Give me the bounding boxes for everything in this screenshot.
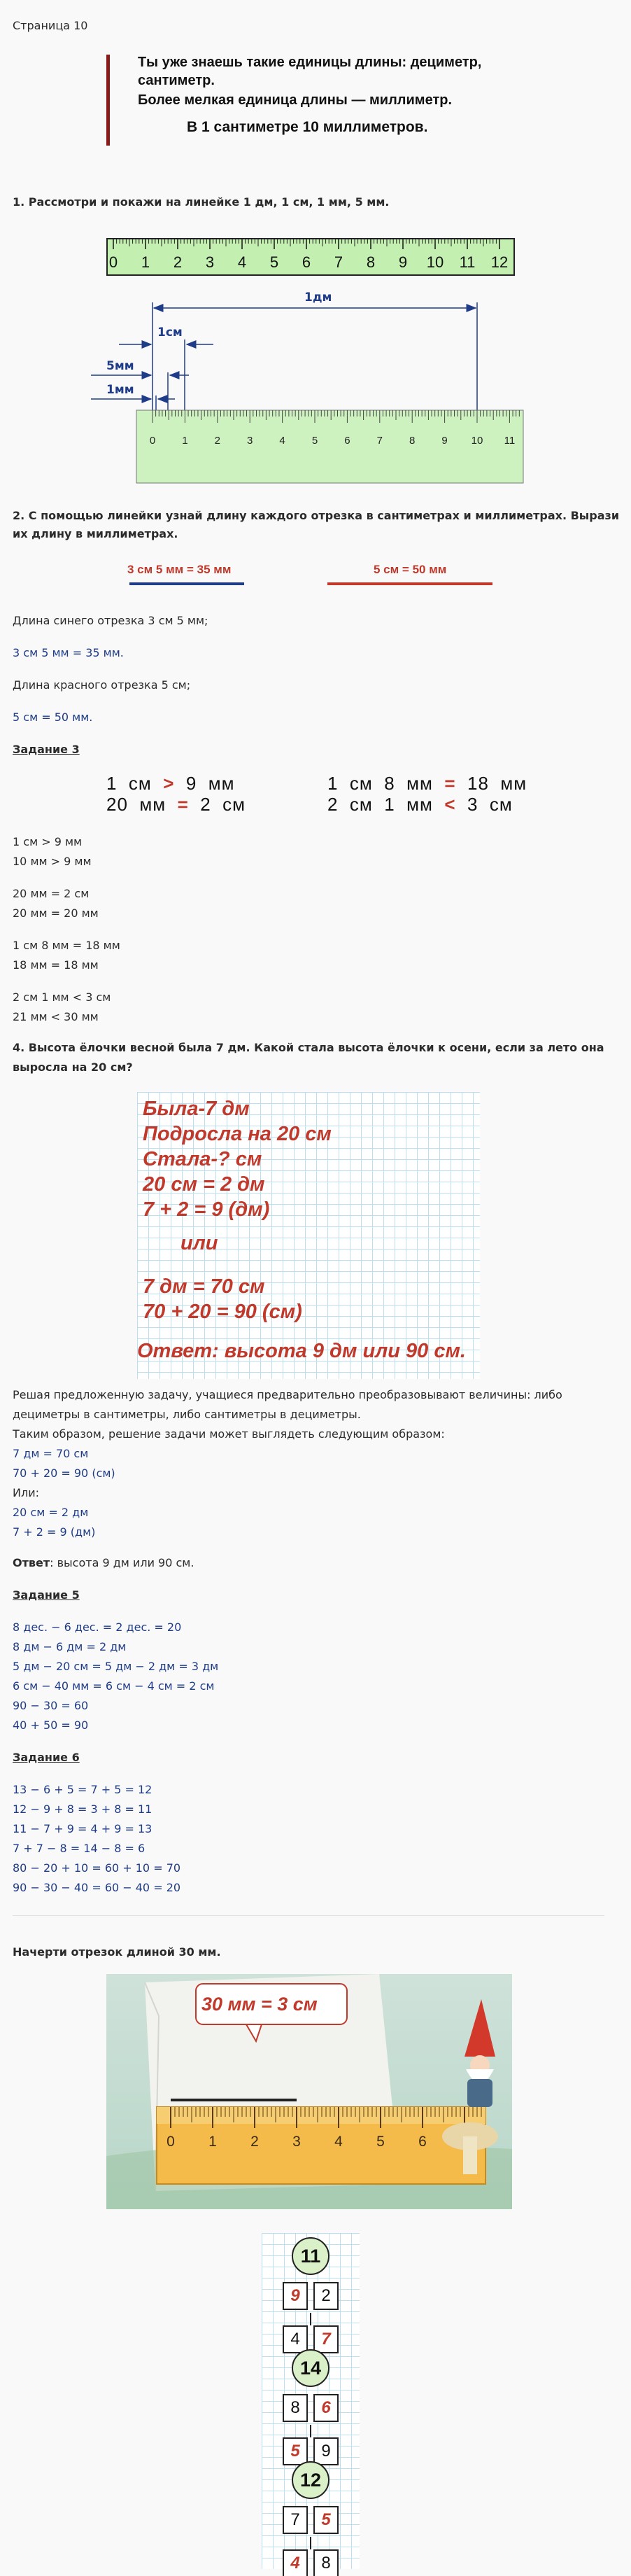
task5-line: 5 дм − 20 см = 5 дм − 2 дм = 3 дм (13, 1660, 219, 1673)
task4-explain2: дециметры в сантиметры, либо сантиметры в дециметры. (13, 1408, 361, 1421)
tree-top-number: 11 (292, 2237, 329, 2275)
task5-title: Задание 5 (13, 1588, 80, 1602)
compare-2-1 (327, 773, 527, 794)
task3-line: 2 см 1 мм < 3 см (13, 990, 111, 1004)
label-1dm: 1дм (304, 290, 332, 304)
tree-box: 6 (313, 2394, 339, 2422)
compare-sign: = (177, 794, 189, 815)
rule-line-1: Ты уже знаешь такие единицы длины: дециметр, (138, 55, 482, 70)
ruler-number: 3 (247, 435, 253, 447)
segment-blue-label: 3 см 5 мм = 35 мм (127, 563, 232, 576)
task2-ans4: 5 см = 50 мм. (13, 710, 93, 724)
ruler-number: 4 (279, 435, 285, 447)
task4-sol4: 7 + 2 = 9 (дм) (13, 1525, 96, 1539)
tree-top-number: 14 (292, 2349, 329, 2387)
answer-text: : высота 9 дм или 90 см. (50, 1556, 194, 1569)
task1-text: 1. Рассмотри и покажи на линейке 1 дм, 1 см, 1 мм, 5 мм. (13, 195, 390, 209)
tree-box: 7 (313, 2325, 339, 2353)
ruler-number: 10 (471, 435, 483, 447)
task4-text-line1: 4. Высота ёлочки весной была 7 дм. Какой стала высота ёлочки к осени, если за лето она (13, 1041, 604, 1054)
ruler-number: 1 (208, 2134, 217, 2150)
rule-box (106, 55, 519, 146)
hand-answer: Ответ: высота 9 дм или 90 см. (137, 1340, 466, 1362)
ruler-number: 5 (311, 435, 318, 447)
hand-line: или (180, 1232, 218, 1254)
compare-sign: < (444, 794, 456, 815)
page-title: Страница 10 (13, 19, 88, 32)
task3-line: 20 мм = 20 мм (13, 906, 99, 920)
rule-line-3: Более мелкая единица длины — миллиметр. (138, 92, 453, 108)
ruler-number: 3 (292, 2134, 301, 2150)
ruler-number: 10 (426, 253, 444, 271)
tree-box: 9 (313, 2437, 339, 2465)
task2-ans1: Длина синего отрезка 3 см 5 мм; (13, 614, 208, 627)
hand-line: Стала-? см (143, 1148, 262, 1170)
ruler-number: 12 (490, 253, 509, 271)
task5-line: 6 см − 40 мм = 6 см − 4 см = 2 см (13, 1679, 215, 1693)
compare-left: 20 мм (106, 794, 166, 815)
ruler-number: 4 (237, 253, 247, 271)
task4-answer (13, 1555, 194, 1571)
tree-connector (310, 2537, 311, 2549)
ruler-number: 3 (205, 253, 215, 271)
tree-top-number: 12 (292, 2461, 329, 2499)
compare-left: 1 см 8 мм (327, 773, 433, 794)
ruler-number: 2 (214, 435, 220, 447)
task7-text: Начерти отрезок длиной 30 мм. (13, 1945, 221, 1959)
tree-box: 7 (283, 2506, 308, 2534)
ruler-number: 9 (398, 253, 408, 271)
notebook-solution (137, 1092, 480, 1379)
number-trees (262, 2233, 360, 2572)
tree-box: 9 (283, 2282, 308, 2310)
label-1mm: 1мм (106, 383, 134, 397)
task4-sol2: 70 + 20 = 90 (см) (13, 1466, 115, 1480)
task4-sol3: 20 см = 2 дм (13, 1506, 89, 1519)
task6-line: 80 − 20 + 10 = 60 + 10 = 70 (13, 1861, 181, 1875)
task5-line: 40 + 50 = 90 (13, 1718, 89, 1732)
ruler-number: 0 (149, 435, 156, 447)
compare-1-1 (106, 773, 235, 794)
label-5mm: 5мм (106, 359, 134, 373)
compare-right: 3 см (467, 794, 513, 815)
tree-box: 8 (313, 2549, 339, 2576)
segment-red-label: 5 см = 50 мм (374, 563, 447, 576)
ruler-number: 4 (334, 2134, 343, 2150)
hand-line: 70 + 20 = 90 (см) (143, 1301, 302, 1323)
ruler-number: 11 (459, 253, 476, 271)
segment-red (327, 582, 492, 585)
task6-line: 90 − 30 − 40 = 60 − 40 = 20 (13, 1881, 181, 1894)
hand-line: Подросла на 20 см (143, 1123, 332, 1145)
ruler-number: 8 (366, 253, 376, 271)
task4-sol1: 7 дм = 70 см (13, 1447, 89, 1460)
compare-2-2 (327, 794, 513, 816)
hand-line: 7 + 2 = 9 (дм) (143, 1198, 270, 1221)
ruler-number: 6 (418, 2134, 427, 2150)
task3-line: 1 см > 9 мм (13, 835, 83, 848)
rule-line-2: сантиметр. (138, 73, 215, 88)
ruler-number: 7 (334, 253, 343, 271)
task2-ans3: Длина красного отрезка 5 см; (13, 678, 191, 692)
ruler-illustration (106, 1974, 512, 2209)
section-divider (13, 1915, 604, 1916)
task4-explain1: Решая предложенную задачу, учащиеся предварительно преобразовывают величины: либо (13, 1388, 562, 1401)
label-1cm: 1см (157, 326, 183, 340)
task2-text-line2: их длину в миллиметрах. (13, 527, 178, 540)
ruler-number: 1 (182, 435, 188, 447)
hand-line: 20 см = 2 дм (143, 1173, 265, 1196)
compare-sign: = (444, 773, 456, 794)
ruler-number: 0 (166, 2134, 175, 2150)
task6-title: Задание 6 (13, 1751, 80, 1764)
task2-ans2: 3 см 5 мм = 35 мм. (13, 646, 124, 659)
ruler-ticks (108, 239, 513, 274)
compare-right: 9 мм (185, 773, 235, 794)
task3-line: 10 мм > 9 мм (13, 855, 92, 868)
ruler-number: 6 (302, 253, 311, 271)
task4-text-line2: выросла на 20 см? (13, 1060, 133, 1074)
compare-right: 18 мм (467, 773, 527, 794)
ruler-number: 0 (108, 253, 118, 271)
tree-connector (310, 2425, 311, 2437)
ruler-number: 9 (441, 435, 448, 447)
ruler-number: 1 (141, 253, 150, 271)
tree-connector (310, 2313, 311, 2325)
tree-box: 5 (283, 2437, 308, 2465)
ruler-number: 7 (376, 435, 383, 447)
dimension-lines (91, 294, 525, 486)
green-ruler (106, 238, 515, 276)
ruler-number: 11 (504, 435, 516, 447)
task3-line: 20 мм = 2 см (13, 887, 90, 900)
rule-line-4: В 1 сантиметре 10 миллиметров. (187, 119, 428, 135)
task3-line: 21 мм < 30 мм (13, 1010, 99, 1023)
task5-line: 90 − 30 = 60 (13, 1699, 89, 1712)
task6-line: 11 − 7 + 9 = 4 + 9 = 13 (13, 1822, 153, 1835)
task2-text-line1: 2. С помощью линейки узнай длину каждого отрезка в сантиметрах и миллиметрах. Вырази (13, 509, 620, 522)
tree-box: 8 (283, 2394, 308, 2422)
compare-left: 2 см 1 мм (327, 794, 433, 815)
task3-line: 1 см 8 мм = 18 мм (13, 939, 120, 952)
segment-blue (129, 582, 244, 585)
tree-box: 4 (283, 2325, 308, 2353)
task3-line: 18 мм = 18 мм (13, 958, 99, 972)
ruler-number: 5 (376, 2134, 385, 2150)
tree-box: 2 (313, 2282, 339, 2310)
hand-line: Была-7 дм (143, 1098, 250, 1120)
tree-box: 4 (283, 2549, 308, 2576)
ruler-number: 2 (250, 2134, 259, 2150)
tree-box: 5 (313, 2506, 339, 2534)
task3-title: Задание 3 (13, 743, 80, 756)
task6-line: 12 − 9 + 8 = 3 + 8 = 11 (13, 1802, 153, 1816)
measure-diagram (91, 290, 525, 486)
ruler-number: 8 (409, 435, 416, 447)
task6-line: 13 − 6 + 5 = 7 + 5 = 12 (13, 1783, 153, 1796)
compare-sign: > (163, 773, 175, 794)
ruler-number: 2 (173, 253, 183, 271)
speech-bubble-text: 30 мм = 3 см (201, 1994, 318, 2015)
task4-or: Или: (13, 1486, 39, 1499)
task4-explain3: Таким образом, решение задачи может выглядеть следующим образом: (13, 1427, 445, 1441)
hand-line: 7 дм = 70 см (143, 1275, 265, 1298)
answer-label: Ответ (13, 1556, 50, 1569)
task6-line: 7 + 7 − 8 = 14 − 8 = 6 (13, 1842, 146, 1855)
task5-line: 8 дм − 6 дм = 2 дм (13, 1640, 127, 1653)
compare-left: 1 см (106, 773, 152, 794)
task5-line: 8 дес. − 6 дес. = 2 дес. = 20 (13, 1620, 182, 1634)
compare-right: 2 см (200, 794, 246, 815)
ruler-number: 6 (344, 435, 350, 447)
compare-1-2 (106, 794, 246, 816)
ruler-number: 5 (269, 253, 279, 271)
